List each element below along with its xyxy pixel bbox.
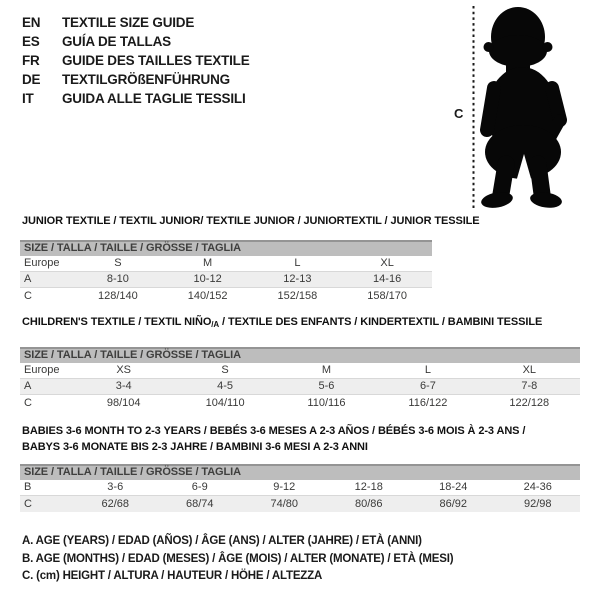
- table-cell: 9-12: [273, 481, 296, 493]
- table-cell: 24-36: [523, 481, 552, 493]
- size-header-band: SIZE / TALLA / TAILLE / GRÖSSE / TAGLIA: [20, 464, 580, 480]
- language-code: FR: [22, 53, 40, 68]
- table-cell: 6-9: [191, 481, 208, 493]
- table-row: [20, 379, 580, 395]
- language-row: [22, 32, 250, 51]
- height-marker-label: C: [454, 106, 464, 121]
- language-row: [22, 70, 250, 89]
- table-cell: 104/110: [205, 396, 245, 409]
- table-cell: 74/80: [270, 497, 299, 510]
- size-header-band: SIZE / TALLA / TAILLE / GRÖSSE / TAGLIA: [20, 347, 580, 363]
- table-cell: 12-13: [283, 273, 312, 285]
- language-code: ES: [22, 34, 40, 49]
- language-label: GUIDE DES TAILLES TEXTILE: [62, 53, 250, 68]
- language-row: [22, 51, 250, 70]
- row-label: A: [24, 380, 32, 392]
- table-cell: 18-24: [439, 481, 468, 493]
- table-cell: 128/140: [97, 289, 138, 302]
- junior-size-table: [20, 240, 432, 304]
- language-code: EN: [22, 15, 41, 30]
- table-cell: S: [114, 257, 122, 269]
- table-row: [20, 288, 432, 304]
- table-cell: 14-16: [373, 273, 402, 285]
- table-cell: 122/128: [509, 396, 550, 409]
- row-label: A: [24, 273, 32, 285]
- table-cell: S: [221, 364, 229, 376]
- row-label: Europe: [24, 257, 60, 269]
- babies-table-title: [22, 424, 525, 455]
- table-cell: 80/86: [354, 497, 383, 510]
- row-label: Europe: [24, 364, 60, 376]
- table-cell: L: [424, 364, 431, 376]
- language-label: TEXTILE SIZE GUIDE: [62, 15, 195, 30]
- table-cell: 140/152: [187, 289, 228, 302]
- children-table-title: [22, 316, 542, 329]
- language-title-list: [22, 13, 250, 108]
- language-label: GUÍA DE TALLAS: [62, 34, 171, 49]
- title-text: CHILDREN'S TEXTILE / TEXTIL NIÑO: [22, 316, 212, 328]
- table-cell: 158/170: [367, 289, 407, 302]
- language-label: GUIDA ALLE TAGLIE TESSILI: [62, 91, 246, 106]
- table-cell: 10-12: [193, 273, 222, 285]
- junior-table-title: JUNIOR TEXTILE / TEXTIL JUNIOR/ TEXTILE JUNIOR / JUNIORTEXTIL / JUNIOR TESSILE: [22, 215, 480, 227]
- table-row: [20, 256, 432, 272]
- table-row: [20, 480, 580, 496]
- language-row: [22, 13, 250, 32]
- title-line-2: BABYS 3-6 MONATE BIS 2-3 JAHRE / BAMBINI 3-6 MESI A 2-3 ANNI: [22, 440, 368, 453]
- table-cell: 68/74: [185, 497, 214, 510]
- table-cell: 62/68: [101, 497, 130, 510]
- table-cell: 92/98: [523, 497, 552, 510]
- row-label: C: [24, 497, 32, 510]
- table-cell: 152/158: [277, 289, 318, 302]
- legend-line-c: C. (cm) HEIGHT / ALTURA / HAUTEUR / HÖHE / ALTEZZA: [22, 570, 323, 582]
- table-cell: 110/116: [307, 396, 346, 409]
- table-cell: XS: [116, 364, 132, 376]
- table-row: [20, 395, 580, 411]
- table-cell: 4-5: [217, 380, 234, 392]
- table-cell: 3-6: [107, 481, 124, 493]
- table-cell: 116/122: [408, 396, 448, 409]
- table-row: [20, 363, 580, 379]
- table-cell: 8-10: [106, 273, 129, 285]
- table-cell: XL: [522, 364, 537, 376]
- row-label: B: [24, 481, 32, 493]
- language-code: DE: [22, 72, 41, 87]
- size-header-band: SIZE / TALLA / TAILLE / GRÖSSE / TAGLIA: [20, 240, 432, 256]
- table-cell: 3-4: [115, 380, 132, 392]
- table-body: [20, 256, 432, 304]
- language-label: TEXTILGRÖßENFÜHRUNG: [62, 72, 230, 87]
- table-cell: 6-7: [419, 380, 436, 392]
- legend-line-a: A. AGE (YEARS) / EDAD (AÑOS) / ÂGE (ANS) / ALTER (JAHRE) / ETÀ (ANNI): [22, 535, 422, 547]
- title-text: / TEXTILE DES ENFANTS / KINDERTEXTIL / BAMBINI TESSILE: [219, 316, 543, 328]
- row-label: C: [24, 396, 32, 409]
- table-cell: M: [203, 257, 213, 269]
- table-cell: 5-6: [318, 380, 335, 392]
- language-code: IT: [22, 91, 34, 106]
- table-row: [20, 496, 580, 512]
- language-row: [22, 89, 250, 108]
- baby-silhouette-icon: [450, 2, 600, 210]
- title-subscript: /A: [211, 320, 220, 329]
- table-cell: 12-18: [354, 481, 383, 493]
- row-label: C: [24, 289, 32, 302]
- legend-line-b: B. AGE (MONTHS) / EDAD (MESES) / ÂGE (MOIS) / ALTER (MONATE) / ETÀ (MESI): [22, 552, 454, 565]
- children-size-table: [20, 347, 580, 411]
- babies-size-table: [20, 464, 580, 512]
- table-cell: L: [294, 257, 301, 269]
- measurement-legend: [22, 533, 453, 586]
- title-line-1: BABIES 3-6 MONTH TO 2-3 YEARS / BEBÉS 3-6 MESES A 2-3 AÑOS / BÉBÉS 3-6 MOIS À 2-3 ANS /: [22, 425, 526, 437]
- table-row: [20, 272, 432, 288]
- table-cell: M: [321, 364, 332, 376]
- table-cell: 86/92: [439, 497, 468, 510]
- table-cell: 98/104: [106, 396, 141, 409]
- table-cell: XL: [380, 257, 394, 269]
- table-body: [20, 480, 580, 512]
- table-cell: 7-8: [521, 380, 538, 392]
- table-body: [20, 363, 580, 411]
